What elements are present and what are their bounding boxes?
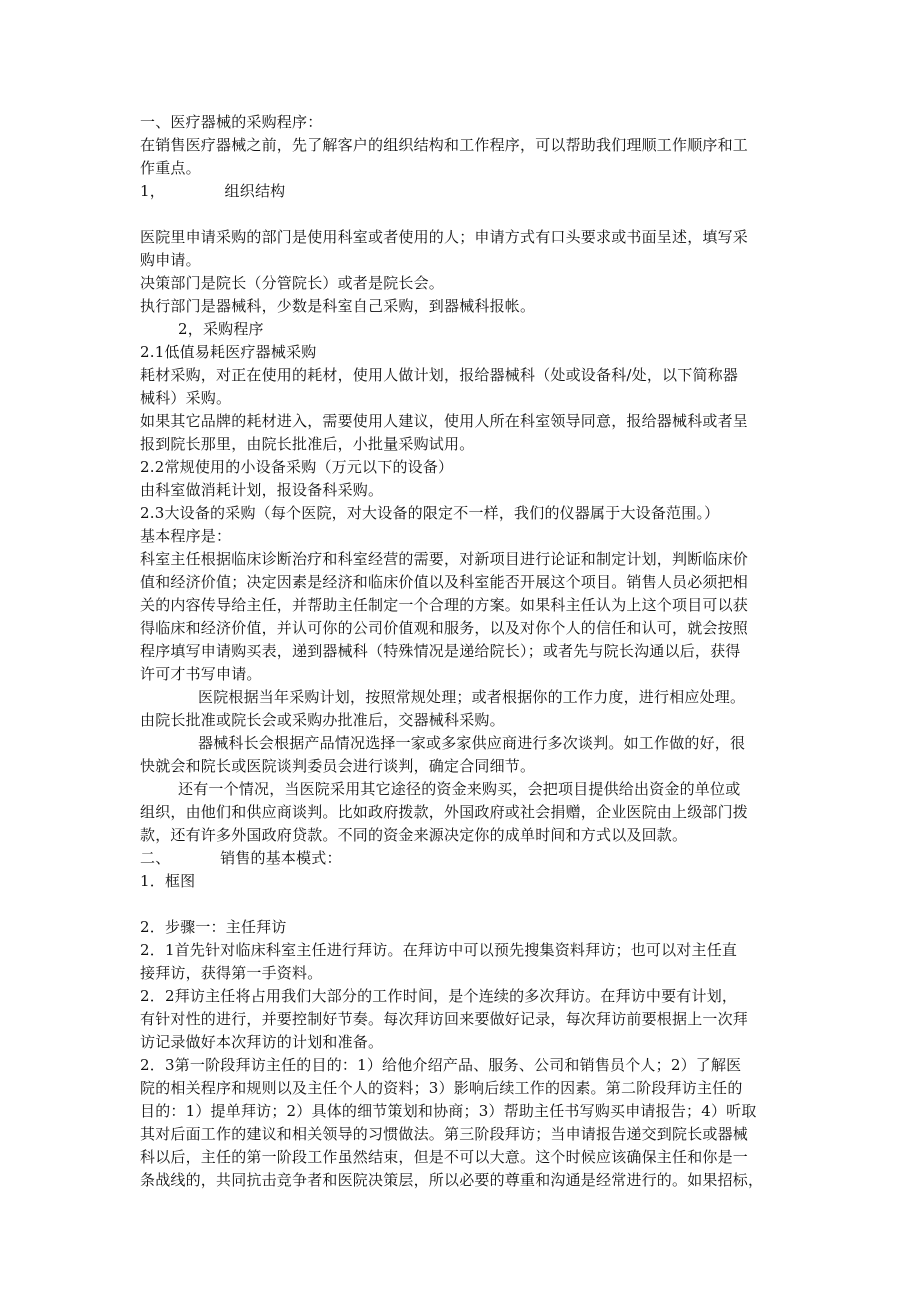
paragraph-line: 组织，由他们和供应商谈判。比如政府拨款，外国政府或社会捐赠，企业医院由上级部门拨 [140, 803, 749, 821]
paragraph-line: 执行部门是器械科，少数是科室自己采购，到器械科报帐。 [140, 297, 536, 315]
paragraph-line: 还有一个情况，当医院采用其它途径的资金来购买，会把项目提供给出资金的单位或 [178, 780, 741, 798]
paragraph-line: 作重点。 [140, 159, 201, 177]
subsection-heading: 2.1低值易耗医疗器械采购 [140, 343, 317, 361]
paragraph-line: 访记录做好本次拜访的计划和准备。 [140, 1033, 384, 1051]
paragraph-line: 程序填写申请购买表，递到器械科（特殊情况是递给院长）；或者先与院长沟通以后，获得 [140, 642, 741, 660]
paragraph-line: 器械科长会根据产品情况选择一家或多家供应商进行多次谈判。如工作做的好，很 [198, 734, 746, 752]
paragraph-line: 由院长批准或院长会或采购办批准后，交器械科采购。 [140, 711, 505, 729]
paragraph-line: 得临床和经济价值，并认可你的公司价值观和服务，以及对你个人的信任和认可，就会按照 [140, 619, 749, 637]
paragraph-line: 基本程序是： [140, 527, 232, 545]
paragraph-line: 报到院长那里，由院长批准后，小批量采购试用。 [140, 435, 475, 453]
subsection-heading: 1， 组织结构 [140, 182, 286, 200]
subsection-heading: 2.2常规使用的小设备采购（万元以下的设备） [140, 458, 454, 476]
paragraph-line: 值和经济价值；决定因素是经济和临床价值以及科室能否开展这个项目。销售人员必须把相 [140, 573, 749, 591]
paragraph-line: 条战线的，共同抗击竞争者和医院决策层，所以必要的尊重和沟通是经常进行的。如果招标， [140, 1171, 764, 1189]
paragraph-line: 接拜访，获得第一手资料。 [140, 964, 323, 982]
paragraph-line: 快就会和院长或医院谈判委员会进行谈判，确定合同细节。 [140, 757, 536, 775]
paragraph-line: 医院里申请采购的部门是使用科室或者使用的人；申请方式有口头要求或书面呈述，填写采 [140, 228, 749, 246]
subsection-heading: 2．步骤一：主任拜访 [140, 918, 287, 936]
paragraph-line: 械科）采购。 [140, 389, 232, 407]
paragraph-line: 2．2拜访主任将占用我们大部分的工作时间，是个连续的多次拜访。在拜访中要有计划， [140, 987, 738, 1005]
subsection-heading: 1．框图 [140, 872, 196, 890]
paragraph-line: 其对后面工作的建议和相关领导的习惯做法。第三阶段拜访；当申请报告递交到院长或器械 [140, 1125, 749, 1143]
subsection-heading: 2.3大设备的采购（每个医院，对大设备的限定不一样，我们的仪器属于大设备范围。） [140, 504, 720, 522]
paragraph-line: 科以后，主任的第一阶段工作虽然结束，但是不可以大意。这个时候应该确保主任和你是一 [140, 1148, 749, 1166]
section-heading: 二、 销售的基本模式： [140, 849, 342, 867]
paragraph-line: 关的内容传导给主任，并帮助主任制定一个合理的方案。如果科主任认为上这个项目可以获 [140, 596, 749, 614]
paragraph-line: 款，还有许多外国政府贷款。不同的资金来源决定你的成单时间和方式以及回款。 [140, 826, 688, 844]
paragraph-line: 许可才书写申请。 [140, 665, 262, 683]
paragraph-line: 2．1首先针对临床科室主任进行拜访。在拜访中可以预先搜集资料拜访；也可以对主任直 [140, 941, 738, 959]
paragraph-line: 院的相关程序和规则以及主任个人的资料；3）影响后续工作的因素。第二阶段拜访主任的 [140, 1079, 743, 1097]
paragraph-line: 由科室做消耗计划，报设备科采购。 [140, 481, 384, 499]
paragraph-line: 耗材采购，对正在使用的耗材，使用人做计划，报给器械科（处或设备科/处，以下简称器 [140, 366, 739, 384]
paragraph-line: 决策部门是院长（分管院长）或者是院长会。 [140, 274, 445, 292]
paragraph-line: 目的：1）提单拜访；2）具体的细节策划和协商；3）帮助主任书写购买申请报告；4）听取 [140, 1102, 757, 1120]
paragraph-line: 医院根据当年采购计划，按照常规处理；或者根据你的工作力度，进行相应处理。 [198, 688, 746, 706]
paragraph-line: 有针对性的进行，并要控制好节奏。每次拜访回来要做好记录，每次拜访前要根据上一次拜 [140, 1010, 749, 1028]
subsection-heading: 2，采购程序 [178, 320, 264, 338]
section-heading: 一、医疗器械的采购程序： [140, 113, 323, 131]
paragraph-line: 科室主任根据临床诊断治疗和科室经营的需要，对新项目进行论证和制定计划，判断临床价 [140, 550, 749, 568]
paragraph-line: 购申请。 [140, 251, 201, 269]
paragraph-line: 在销售医疗器械之前，先了解客户的组织结构和工作程序，可以帮助我们理顺工作顺序和工 [140, 136, 749, 154]
paragraph-line: 如果其它品牌的耗材进入，需要使用人建议，使用人所在科室领导同意，报给器械科或者呈 [140, 412, 749, 430]
paragraph-line: 2．3第一阶段拜访主任的目的：1）给他介绍产品、服务、公司和销售员个人；2）了解医 [140, 1056, 742, 1074]
